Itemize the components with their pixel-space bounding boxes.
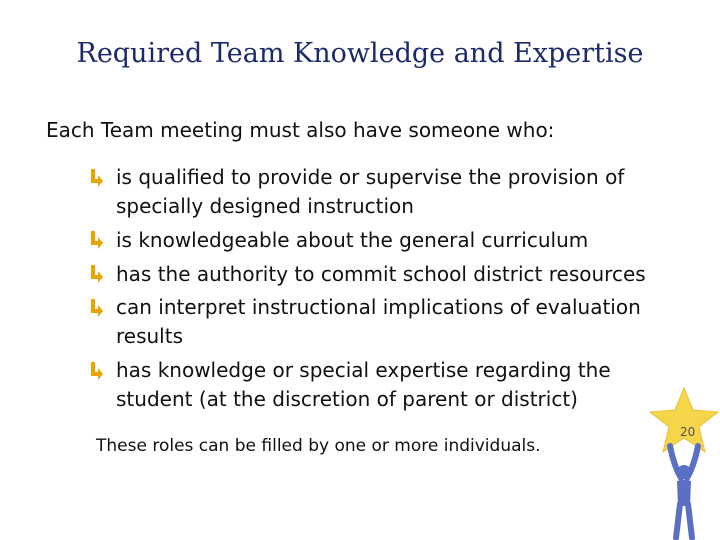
- bullet-item: [88, 225, 688, 255]
- bullet-list: [88, 163, 688, 414]
- intro-text: Each Team meeting must also have someone who:: [46, 118, 555, 142]
- bullet-item: [88, 259, 688, 289]
- bullet-text: is knowledgeable about the general curriculum: [116, 228, 589, 252]
- down-right-arrow-icon: [88, 264, 104, 284]
- slide-title: Required Team Knowledge and Expertise: [76, 38, 644, 69]
- down-right-arrow-icon: [88, 361, 104, 381]
- bullet-text: has knowledge or special expertise regarding the student (at the discretion of parent or district): [116, 358, 611, 411]
- bullet-item: [88, 163, 688, 221]
- down-right-arrow-icon: [88, 168, 104, 188]
- footnote-text: These roles can be filled by one or more individuals.: [96, 436, 541, 456]
- bullet-text: is qualified to provide or supervise the provision of specially designed instruction: [116, 165, 625, 218]
- bullet-text: can interpret instructional implications of evaluation results: [116, 295, 641, 348]
- bullet-item: [88, 356, 688, 414]
- down-right-arrow-icon: [88, 230, 104, 250]
- bullet-item: [88, 293, 688, 351]
- page-number: 20: [680, 425, 696, 439]
- star-figure-icon: [648, 386, 720, 540]
- bullet-text: has the authority to commit school district resources: [116, 262, 646, 286]
- down-right-arrow-icon: [88, 298, 104, 318]
